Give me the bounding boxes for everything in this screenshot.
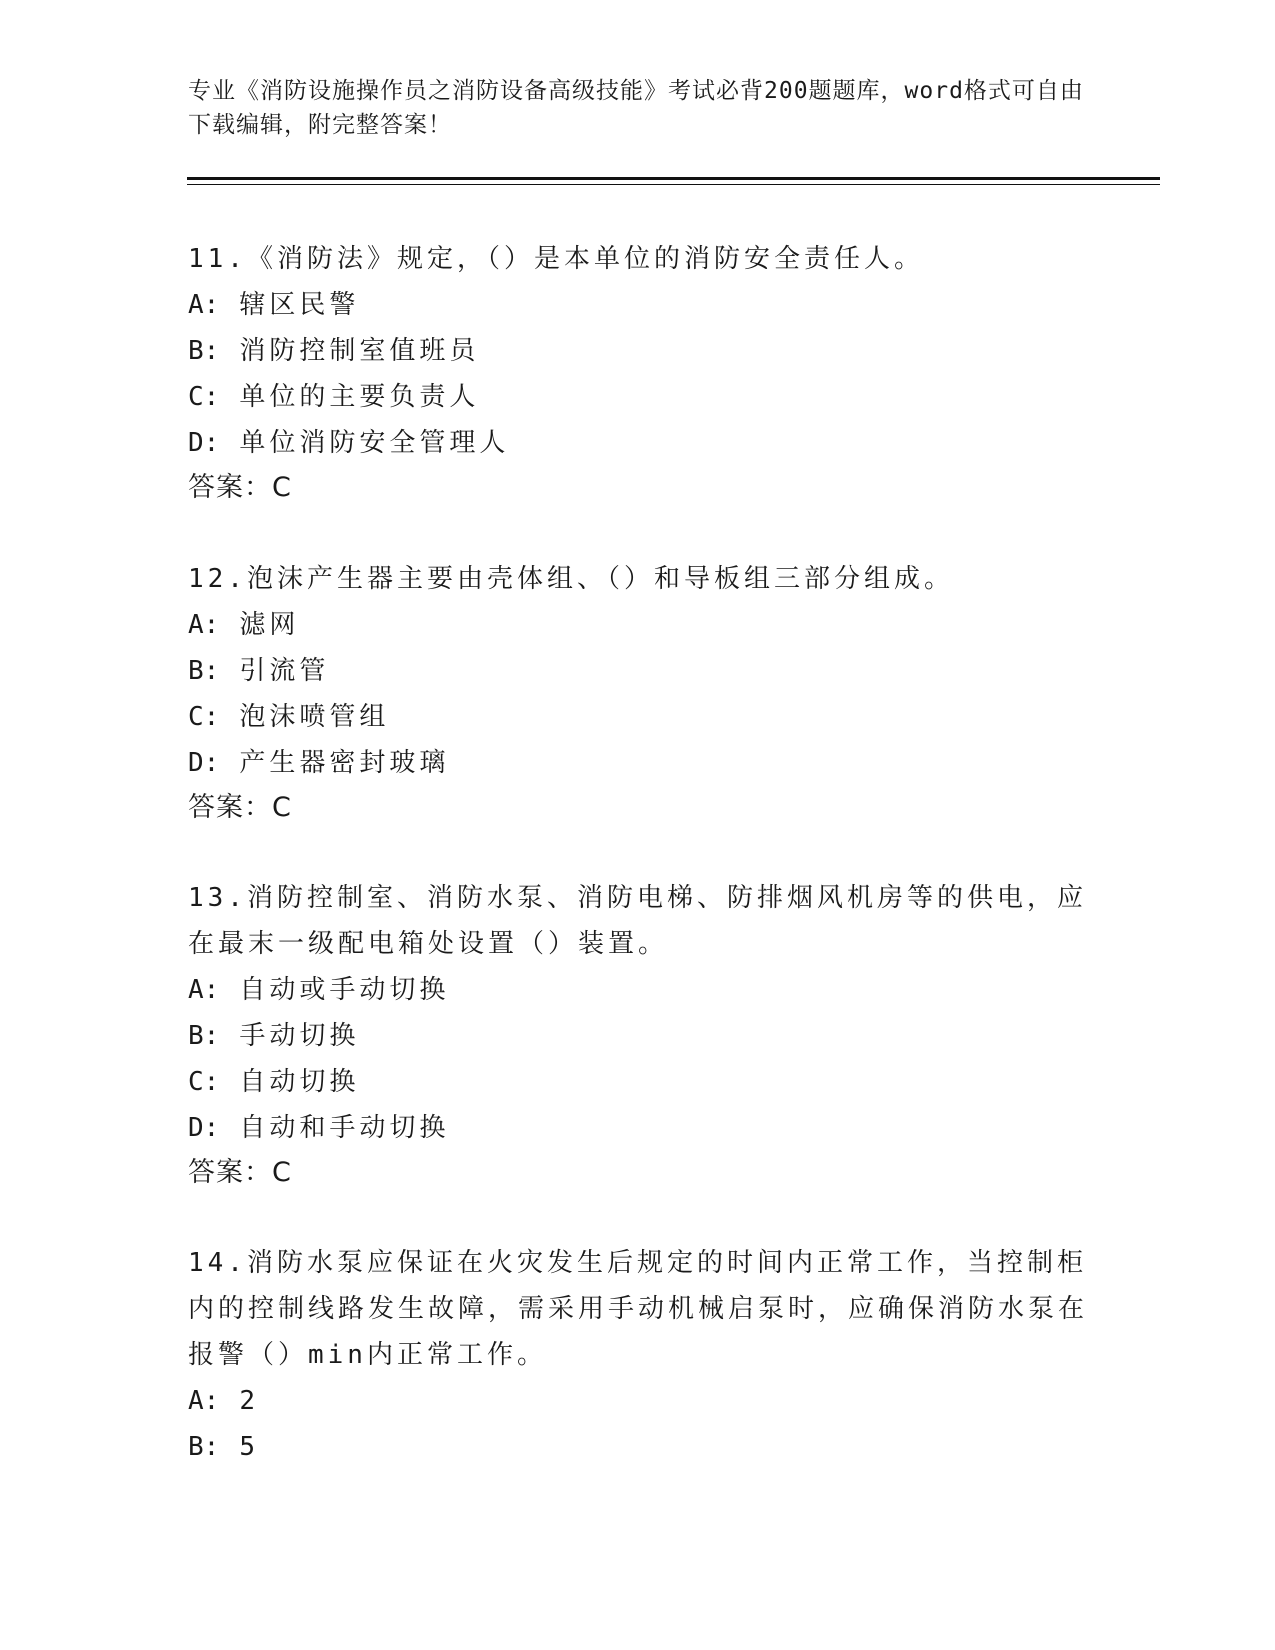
question-stem: 13.消防控制室、消防水泵、消防电梯、防排烟风机房等的供电，应在最末一级配电箱处设置（）装置。 [188,883,1087,959]
option-label: A: [188,610,220,640]
option-b [188,328,1088,374]
option-b [188,648,1088,694]
option-d [188,420,1088,466]
option-a [188,602,1088,648]
option-text: 5 [239,1432,259,1462]
question-stem: 14.消防水泵应保证在火灾发生后规定的时间内正常工作，当控制柜内的控制线路发生故障，需采用手动机械启泵时，应确保消防水泵在报警（）min内正常工作。 [188,1248,1089,1370]
option-label: D: [188,748,220,778]
option-c [188,374,1088,420]
option-label: C: [188,382,220,412]
option-text: 滤网 [239,610,300,640]
option-a [188,967,1088,1013]
header-rule-thick [187,177,1160,180]
option-label: B: [188,1021,220,1051]
option-label: B: [188,656,220,686]
option-label: D: [188,428,220,458]
option-a [188,1378,1088,1424]
option-label: A: [188,975,220,1005]
option-text: 单位消防安全管理人 [239,428,510,458]
option-text: 辖区民警 [239,290,360,320]
option-a [188,282,1088,328]
option-text: 手动切换 [239,1021,360,1051]
option-label: B: [188,1432,220,1462]
option-label: D: [188,1113,220,1143]
question-13 [188,875,1088,1195]
option-d [188,1105,1088,1151]
header-rule-thin [187,184,1160,185]
option-b [188,1013,1088,1059]
option-text: 自动和手动切换 [239,1113,450,1143]
answer: 答案：C [188,792,292,823]
option-label: B: [188,336,220,366]
option-text: 产生器密封玻璃 [239,748,450,778]
option-d [188,740,1088,786]
option-c [188,694,1088,740]
answer: 答案：C [188,1157,292,1188]
question-12 [188,556,1088,830]
option-text: 引流管 [239,656,330,686]
option-text: 自动切换 [239,1067,360,1097]
page-header: 专业《消防设施操作员之消防设备高级技能》考试必背200题题库，word格式可自由下载编辑，附完整答案！ [188,78,1084,138]
option-label: A: [188,1386,220,1416]
question-11 [188,236,1088,510]
answer: 答案：C [188,472,292,503]
option-text: 自动或手动切换 [239,975,450,1005]
question-stem: 12.泡沫产生器主要由壳体组、（）和导板组三部分组成。 [188,564,954,594]
question-stem: 11.《消防法》规定，（）是本单位的消防安全责任人。 [188,244,924,274]
question-14 [188,1240,1088,1470]
option-label: C: [188,1067,220,1097]
option-text: 2 [239,1386,259,1416]
option-text: 消防控制室值班员 [239,336,480,366]
option-b [188,1424,1088,1470]
option-text: 泡沫喷管组 [239,702,390,732]
option-label: C: [188,702,220,732]
option-c [188,1059,1088,1105]
option-label: A: [188,290,220,320]
option-text: 单位的主要负责人 [239,382,480,412]
